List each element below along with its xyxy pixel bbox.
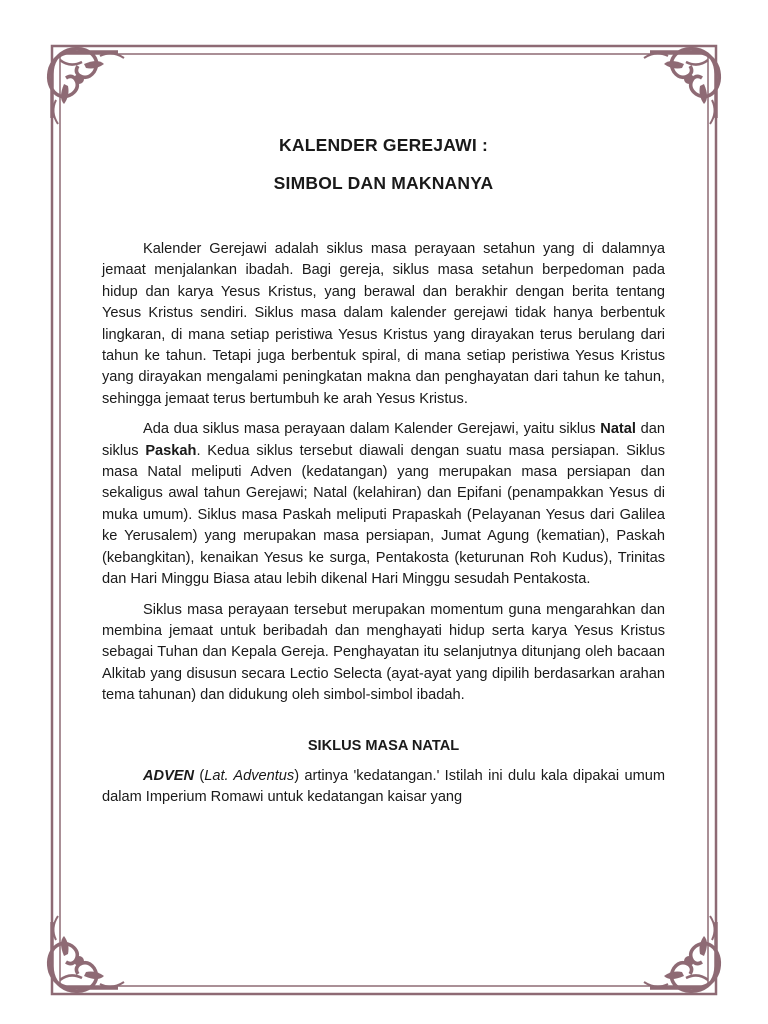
paragraph-cycles-text-3: . Kedua siklus tersebut diawali dengan suatu masa persiapan. Siklus masa Natal meliputi Adven (kedatangan) yang merupakan masa persiapan dan sekaligus awal tahun Gerejawi; Natal (kelahiran) dan Epifani (penampakkan Yesus di muka umum). Siklus masa Paskah meliputi Prapaskah (Pelayanan Yesus dari Galilea ke Yerusalem) yang merupakan masa persiapan, Jumat Agung (kematian), Paskah (kebangkitan), kenaikan Yesus ke surga, Pentakosta (keturunan Roh Kudus), Trinitas dan Hari Minggu Biasa atau lebih dikenal Hari Minggu sesudah Pentakosta. bbox=[102, 442, 666, 588]
paragraph-adven-paren: ( bbox=[194, 767, 205, 784]
document-title-line-1: KALENDER GEREJAWI : bbox=[279, 135, 488, 155]
page-content bbox=[102, 128, 665, 808]
term-paskah: Paskah bbox=[145, 442, 197, 459]
term-adventus-latin: Lat. Adventus bbox=[204, 767, 295, 784]
paragraph-cycles-text-1: Ada dua siklus masa perayaan dalam Kalender Gerejawi, yaitu siklus bbox=[143, 421, 601, 438]
term-natal: Natal bbox=[600, 421, 636, 438]
paragraph-adven-text: ) artinya 'kedatangan.' Istilah ini dulu kala dipakai umum dalam Imperium Romawi untuk kedatangan kaisar yang bbox=[102, 767, 666, 805]
paragraph-intro: Kalender Gerejawi adalah siklus masa perayaan setahun yang di dalamnya jemaat menjalankan ibadah. Bagi gereja, siklus masa setahun berpedoman pada hidup dan karya Yesus Kristus, yang berawal dan berakhir dengan berita tentang Yesus Kristus sendiri. Siklus masa dalam kalender gerejawi tidak hanya berbentuk lingkaran, di mana setiap peristiwa Yesus Kristus yang dirayakan terus berulang dari tahun ke tahun. Tetapi juga berbentuk spiral, di mana setiap peristiwa Yesus Kristus yang dirayakan mengalami peningkatan makna dan penghayatan dari tahun ke tahun, sehingga jemaat terus bertumbuh ke arah Yesus Kristus. bbox=[102, 241, 665, 407]
document-title-line-2: SIMBOL DAN MAKNANYA bbox=[273, 173, 494, 193]
paragraph-adven bbox=[102, 766, 665, 809]
paragraph-cycles bbox=[102, 419, 665, 590]
paragraph-cycles-text-2: dan siklus bbox=[102, 421, 665, 459]
section-title-natal: SIKLUS MASA NATAL bbox=[307, 737, 460, 754]
term-adven: ADVEN bbox=[143, 767, 195, 784]
paragraph-momentum: Siklus masa perayaan tersebut merupakan momentum guna mengarahkan dan membina jemaat untuk beribadah dan menghayati hidup serta karya Yesus Kristus sebagai Tuhan dan Kepala Gereja. Penghayatan itu selanjutnya ditunjang oleh bacaan Alkitab yang disusun secara Lectio Selecta (ayat-ayat yang dipilih berdasarkan arahan tema tahunan) dan didukung oleh simbol-simbol ibadah. bbox=[102, 601, 665, 704]
